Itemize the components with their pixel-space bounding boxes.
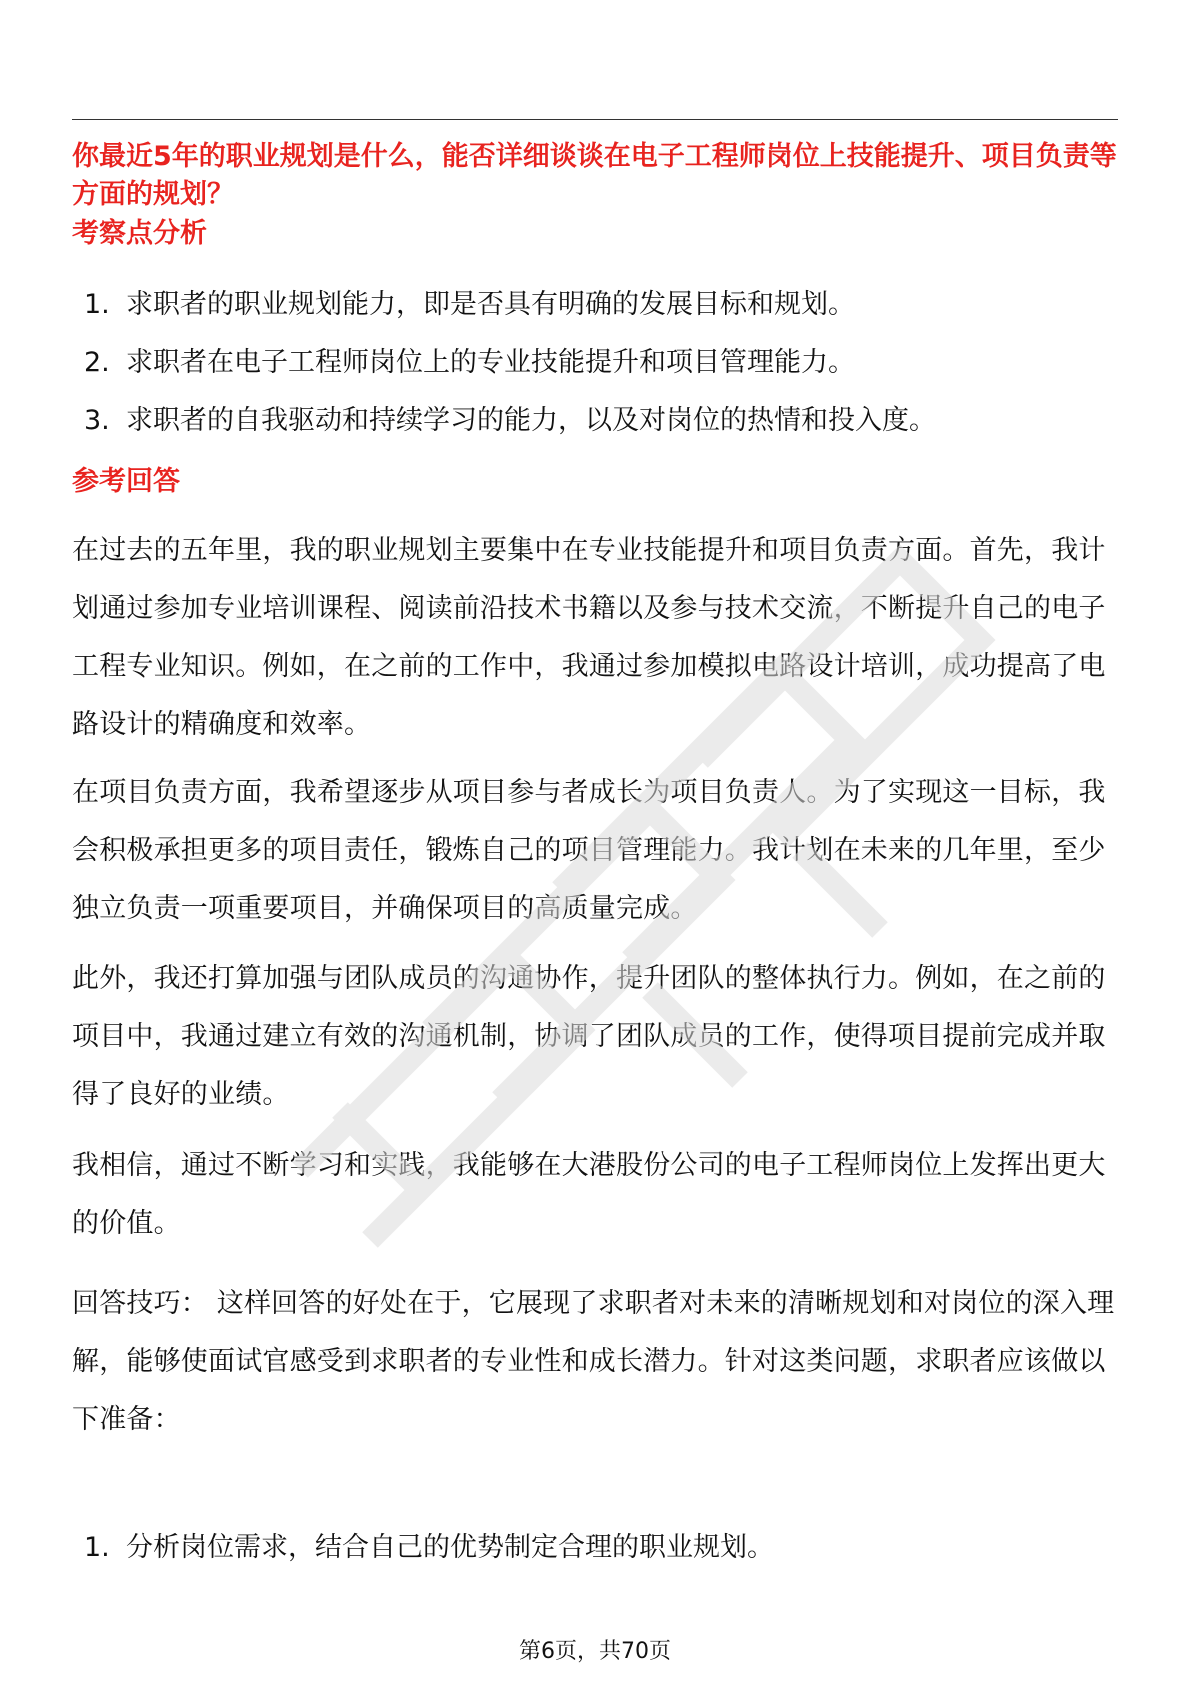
list-item [84,403,1124,439]
answer-heading: 参考回答 [72,466,180,497]
analysis-list [84,287,1124,461]
list-text: 求职者的职业规划能力，即是否具有明确的发展目标和规划。 [126,289,855,320]
list-number: 2. [84,347,110,378]
list-text: 求职者的自我驱动和持续学习的能力，以及对岗位的热情和投入度。 [126,405,936,436]
list-number: 1. [84,289,110,320]
answer-tips-paragraph: 回答技巧： 这样回答的好处在于，它展现了求职者对未来的清晰规划和对岗位的深入理解，能够使面试官感受到求职者的专业性和成长潜力。针对这类问题，求职者应该做以下准备： [72,1288,1115,1435]
page-number-footer: 第6页，共70页 [519,1639,671,1664]
question-title: 你最近5年的职业规划是什么，能否详细谈谈在电子工程师岗位上技能提升、项目负责等方面的规划？ [72,141,1117,210]
list-item [84,287,1124,323]
list-item [84,1530,1124,1566]
answer-paragraph: 我相信，通过不断学习和实践，我能够在大港股份公司的电子工程师岗位上发挥出更大的价值。 [72,1150,1106,1239]
answer-paragraph: 在项目负责方面，我希望逐步从项目参与者成长为项目负责人。为了实现这一目标，我会积极承担更多的项目责任，锻炼自己的项目管理能力。我计划在未来的几年里，至少独立负责一项重要项目，并确保项目的高质量完成。 [72,777,1106,924]
list-text: 分析岗位需求，结合自己的优势制定合理的职业规划。 [126,1532,774,1563]
header-divider [72,119,1118,120]
list-item [84,345,1124,381]
list-text: 求职者在电子工程师岗位上的专业技能提升和项目管理能力。 [126,347,855,378]
analysis-heading: 考察点分析 [72,218,207,249]
answer-paragraph: 此外，我还打算加强与团队成员的沟通协作，提升团队的整体执行力。例如，在之前的项目中，我通过建立有效的沟通机制，协调了团队成员的工作，使得项目提前完成并取得了良好的业绩。 [72,963,1106,1110]
list-number: 3. [84,405,110,436]
list-number: 1. [84,1532,110,1563]
answer-paragraph: 在过去的五年里，我的职业规划主要集中在专业技能提升和项目负责方面。首先，我计划通过参加专业培训课程、阅读前沿技术书籍以及参与技术交流，不断提升自己的电子工程专业知识。例如，在之前的工作中，我通过参加模拟电路设计培训，成功提高了电路设计的精确度和效率。 [72,535,1106,740]
prep-list [84,1530,1124,1588]
